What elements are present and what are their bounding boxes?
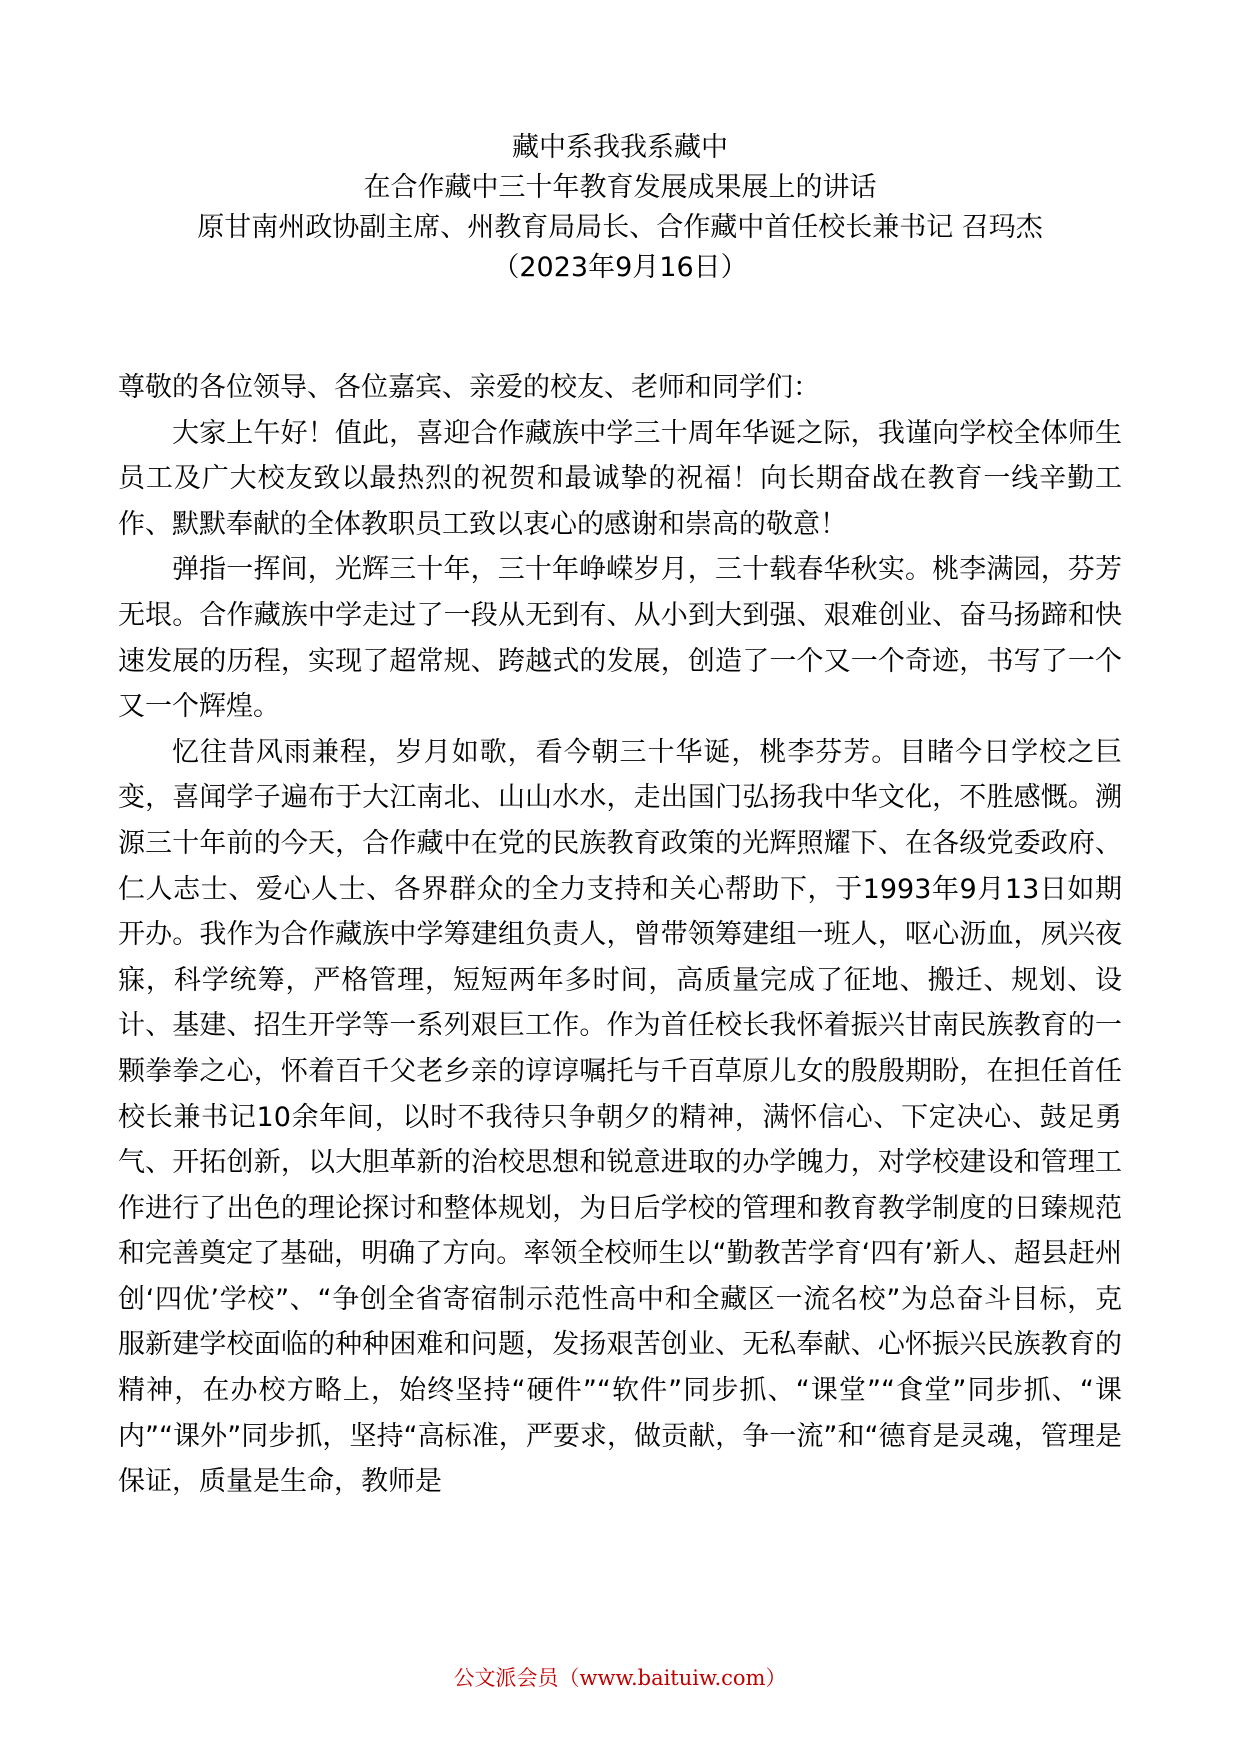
paragraph: 忆往昔风雨兼程，岁月如歌，看今朝三十华诞，桃李芬芳。目睹今日学校之巨变，喜闻学子遍布于大江南北、山山水水，走出国门弘扬我中华文化，不胜感慨。溯源三十年前的今天，合作藏中在党的民族教育政策的光辉照耀下、在各级党委政府、仁人志士、爱心人士、各界群众的全力支持和关心帮助下，于1993年9月13日如期开办。我作为合作藏族中学筹建组负责人，曾带领筹建组一班人，呕心沥血，夙兴夜寐，科学统筹，严格管理，短短两年多时间，高质量完成了征地、搬迁、规划、设计、基建、招生开学等一系列艰巨工作。作为首任校长我怀着振兴甘南民族教育的一颗拳拳之心，怀着百千父老乡亲的谆谆嘱托与千百草原儿女的殷殷期盼，在担任首任校长兼书记10余年间，以时不我待只争朝夕的精神，满怀信心、下定决心、鼓足勇气、开拓创新，以大胆革新的治校思想和锐意进取的办学魄力，对学校建设和管理工作进行了出色的理论探讨和整体规划，为日后学校的管理和教育教学制度的日臻规范和完善奠定了基础，明确了方向。率领全校师生以“勤教苦学育‘四有’新人、超县赶州创‘四优’学校”、“争创全省寄宿制示范性高中和全藏区一流名校”为总奋斗目标，克服新建学校面临的种种困难和问题，发扬艰苦创业、无私奉献、心怀振兴民族教育的精神，在办校方略上，始终坚持“硬件”“软件”同步抓、“课堂”“食堂”同步抓、“课内”“课外”同步抓，坚持“高标准，严要求，做贡献，争一流”和“德育是灵魂，管理是保证，质量是生命，教师是 — [118, 736, 1122, 1498]
speech-date: （2023年9月16日） — [492, 252, 748, 283]
paragraph: 大家上午好！值此，喜迎合作藏族中学三十周年华诞之际，我谨向学校全体师生员工及广大校友致以最热烈的祝贺和最诚挚的祝福！向长期奋战在教育一线辛勤工作、默默奉献的全体教职员工致以衷心的感谢和崇高的敬意！ — [118, 417, 1122, 540]
document-title: 藏中系我我系藏中 — [512, 132, 728, 163]
document-header — [0, 128, 1240, 288]
document-body — [118, 365, 1122, 1505]
document-subtitle: 在合作藏中三十年教育发展成果展上的讲话 — [363, 172, 877, 203]
salutation: 尊敬的各位领导、各位嘉宾、亲爱的校友、老师和同学们： — [118, 372, 820, 403]
paragraph: 弹指一挥间，光辉三十年，三十年峥嵘岁月，三十载春华秋实。桃李满园，芬芳无垠。合作藏族中学走过了一段从无到有、从小到大到强、艰难创业、奋马扬蹄和快速发展的历程，实现了超常规、跨越式的发展，创造了一个又一个奇迹，书写了一个又一个辉煌。 — [118, 554, 1122, 723]
speaker-line: 原甘南州政协副主席、州教育局局长、合作藏中首任校长兼书记 召玛杰 — [197, 212, 1043, 243]
footer-watermark: 公文派会员（www.baituiw.com） — [453, 1666, 787, 1690]
